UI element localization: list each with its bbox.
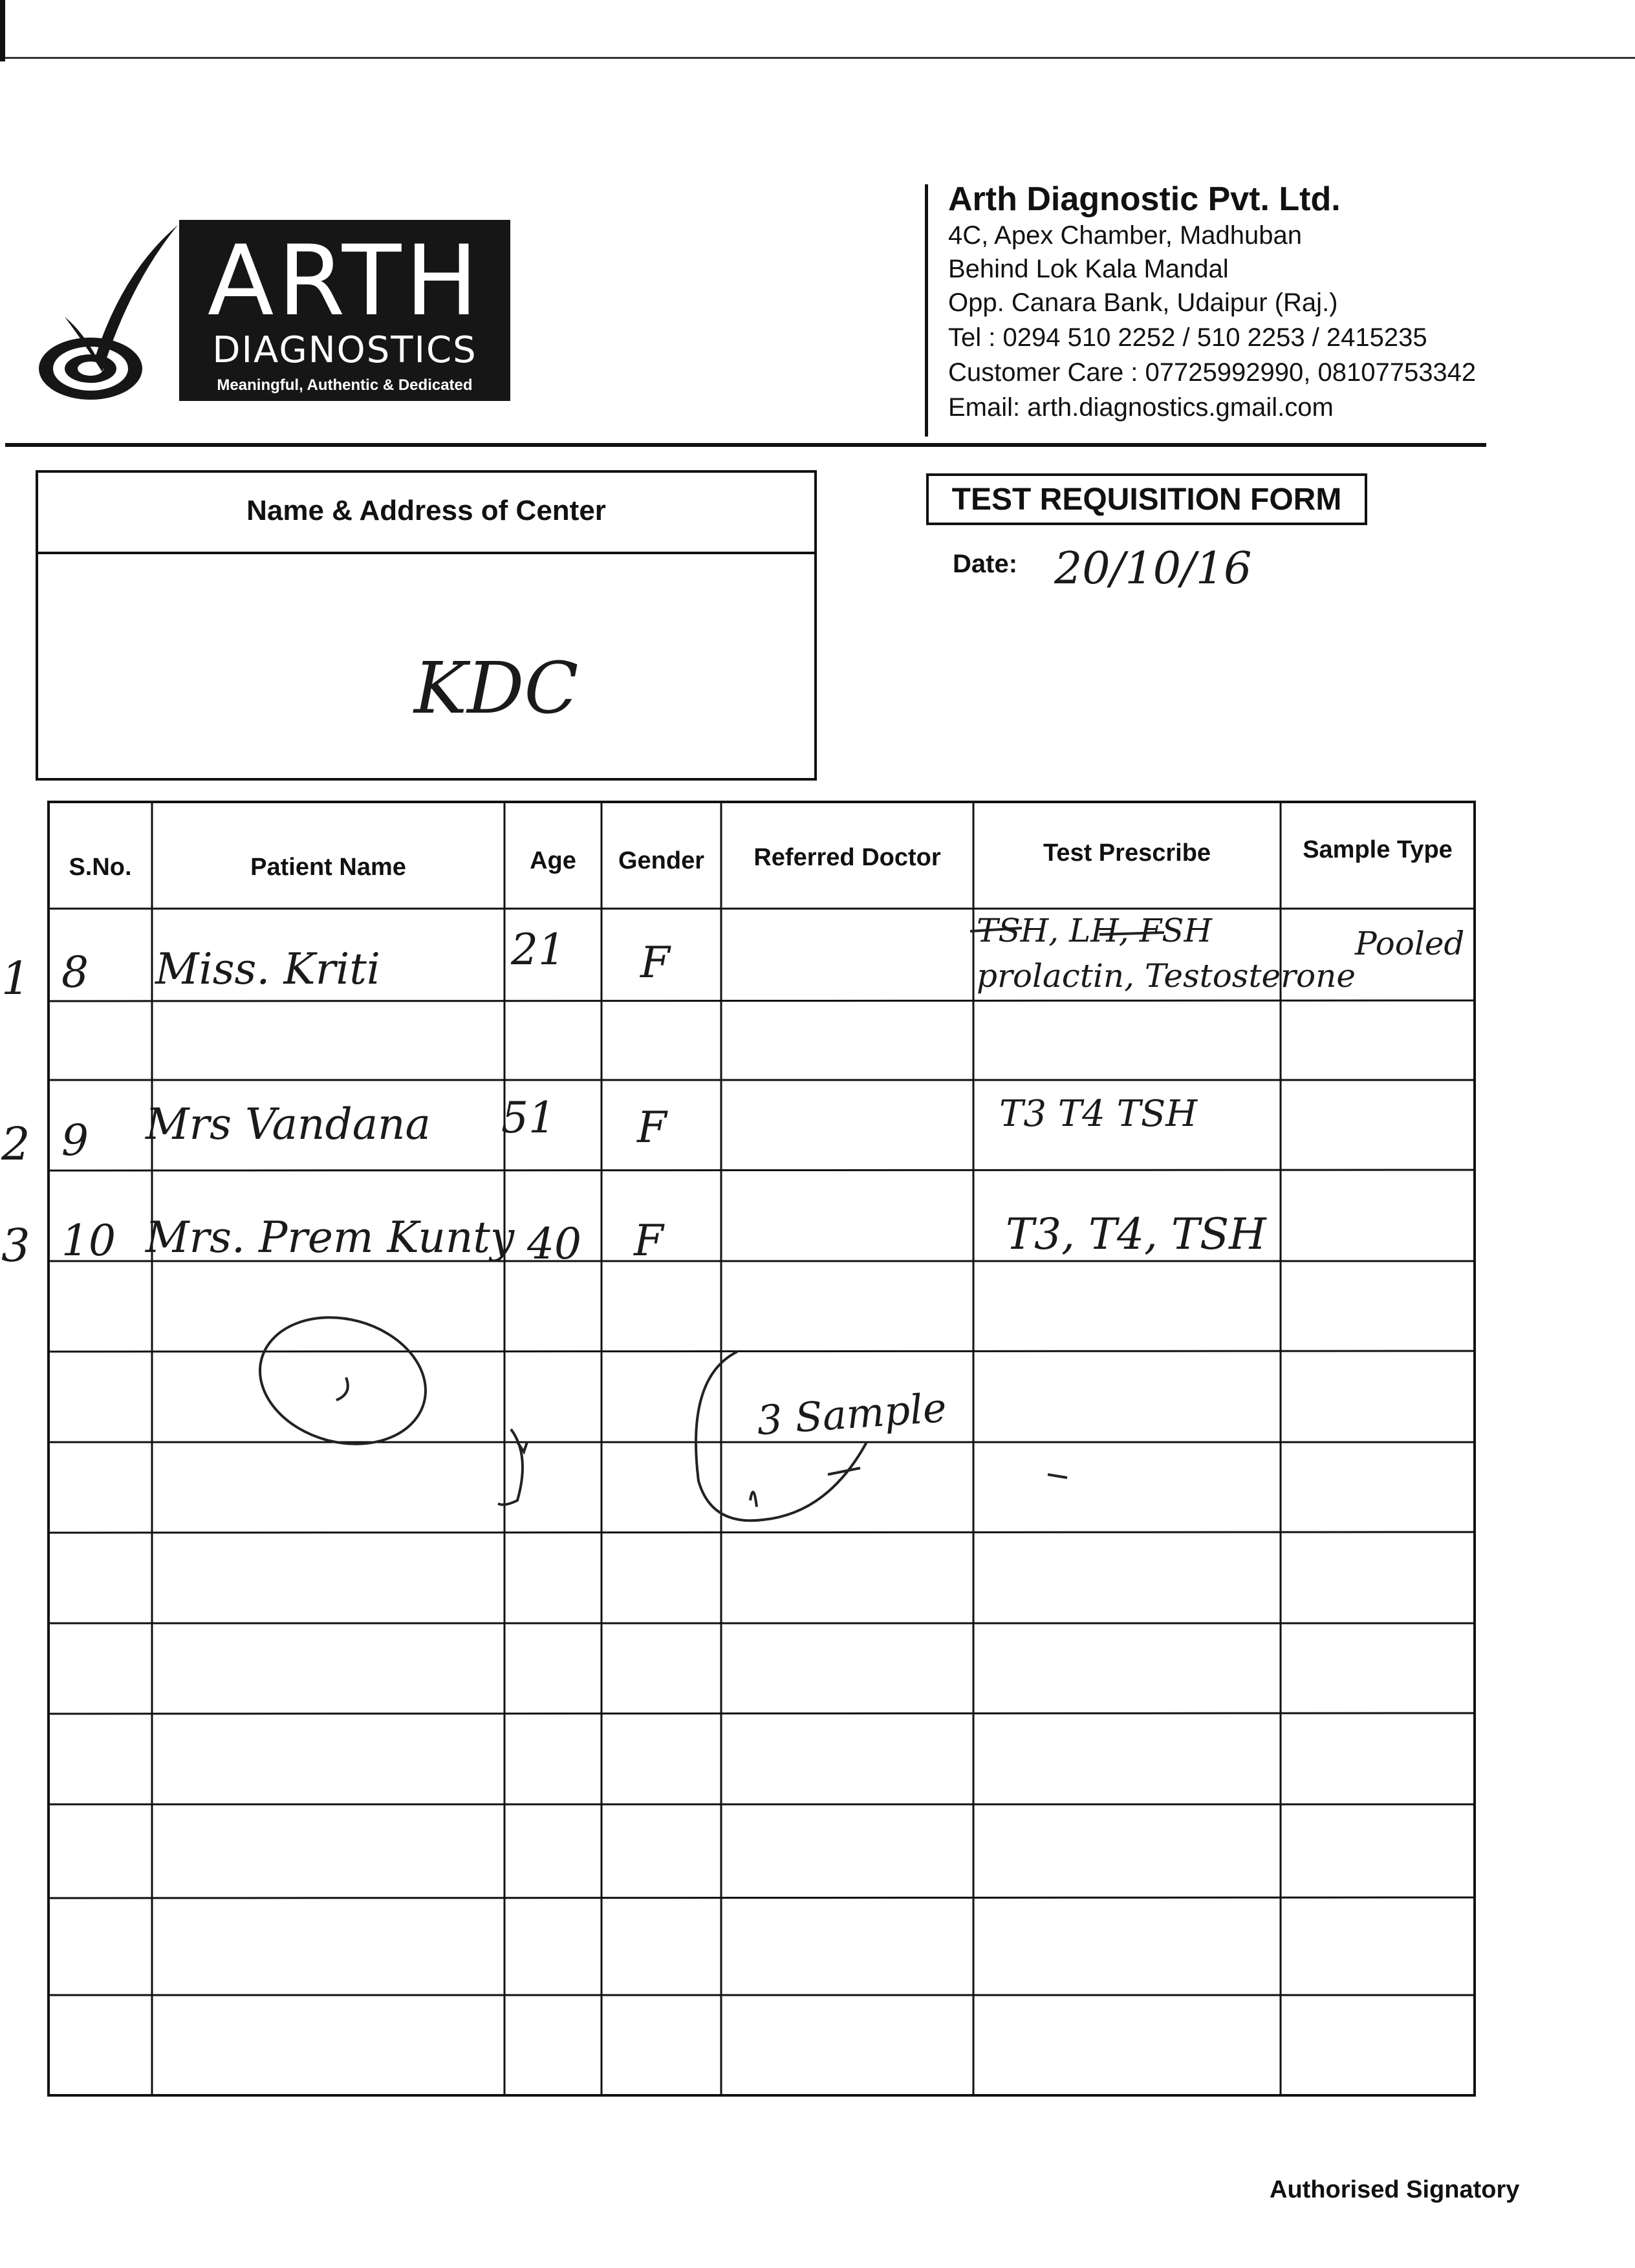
header-sample-type: Sample Type	[1303, 836, 1453, 863]
address-line: Opp. Canara Bank, Udaipur (Raj.)	[948, 288, 1338, 317]
row-patient-name: Mrs. Prem Kunty	[146, 1213, 515, 1262]
row-gender: F	[634, 1216, 664, 1266]
margin-number: 3	[1, 1219, 30, 1272]
row-tests: T3, T4, TSH	[1006, 1209, 1266, 1259]
row-tests-line2: prolactin, Testosterone	[977, 957, 1356, 995]
row-patient-name: Mrs Vandana	[146, 1099, 431, 1149]
logo-tagline: Meaningful, Authentic & Dedicated	[217, 376, 473, 394]
center-heading: Name & Address of Center	[36, 470, 817, 554]
header-patient-name: Patient Name	[250, 854, 406, 881]
sample-count-annotation: 3 Sample	[755, 1383, 948, 1445]
row-tests: T3 T4 TSH	[999, 1093, 1198, 1135]
table-row-line	[49, 1170, 1475, 1171]
date-label: Date:	[953, 550, 1018, 578]
center-value: KDC	[414, 647, 579, 729]
company-name: Arth Diagnostic Pvt. Ltd.	[948, 180, 1341, 218]
row-sno: 8	[61, 947, 89, 997]
date-value: 20/10/16	[1054, 543, 1252, 594]
header-sno: S.No.	[69, 854, 132, 881]
row-tests: TSH, LH, FSH	[977, 912, 1213, 949]
row-sno: 10	[61, 1216, 116, 1266]
row-gender: F	[637, 1103, 667, 1152]
header-gender: Gender	[618, 847, 705, 874]
authorised-signatory-label: Authorised Signatory	[1270, 2176, 1520, 2203]
table-row-line	[49, 1532, 1475, 1533]
table-row-line	[49, 1351, 1475, 1352]
table-row-line	[49, 1713, 1475, 1714]
form-title: TEST REQUISITION FORM	[926, 473, 1367, 525]
margin-number: 2	[1, 1118, 30, 1171]
email-line: Email: arth.diagnostics.gmail.com	[948, 393, 1334, 422]
row-age: 40	[527, 1219, 581, 1269]
table-row-line	[49, 1897, 1475, 1898]
header-test-prescribe: Test Prescribe	[1043, 839, 1211, 867]
header-referred-doctor: Referred Doctor	[753, 844, 941, 871]
row-gender: F	[640, 938, 670, 988]
phone-line: Tel : 0294 510 2252 / 510 2253 / 2415235	[948, 323, 1427, 352]
address-line: Behind Lok Kala Mandal	[948, 255, 1229, 283]
row-age: 51	[501, 1093, 556, 1143]
logo-subtitle: DIAGNOSTICS	[212, 329, 477, 371]
row-sample-type: Pooled	[1355, 925, 1465, 962]
margin-number: 1	[1, 952, 30, 1005]
row-sno: 9	[61, 1116, 89, 1165]
row-age: 21	[511, 925, 565, 975]
table-row-line	[49, 1000, 1475, 1001]
header-age: Age	[530, 847, 576, 874]
customer-care-line: Customer Care : 07725992990, 08107753342	[948, 358, 1477, 387]
address-line: 4C, Apex Chamber, Madhuban	[948, 221, 1303, 250]
logo-wordmark: ARTH	[207, 225, 482, 338]
row-patient-name: Miss. Kriti	[155, 944, 380, 994]
